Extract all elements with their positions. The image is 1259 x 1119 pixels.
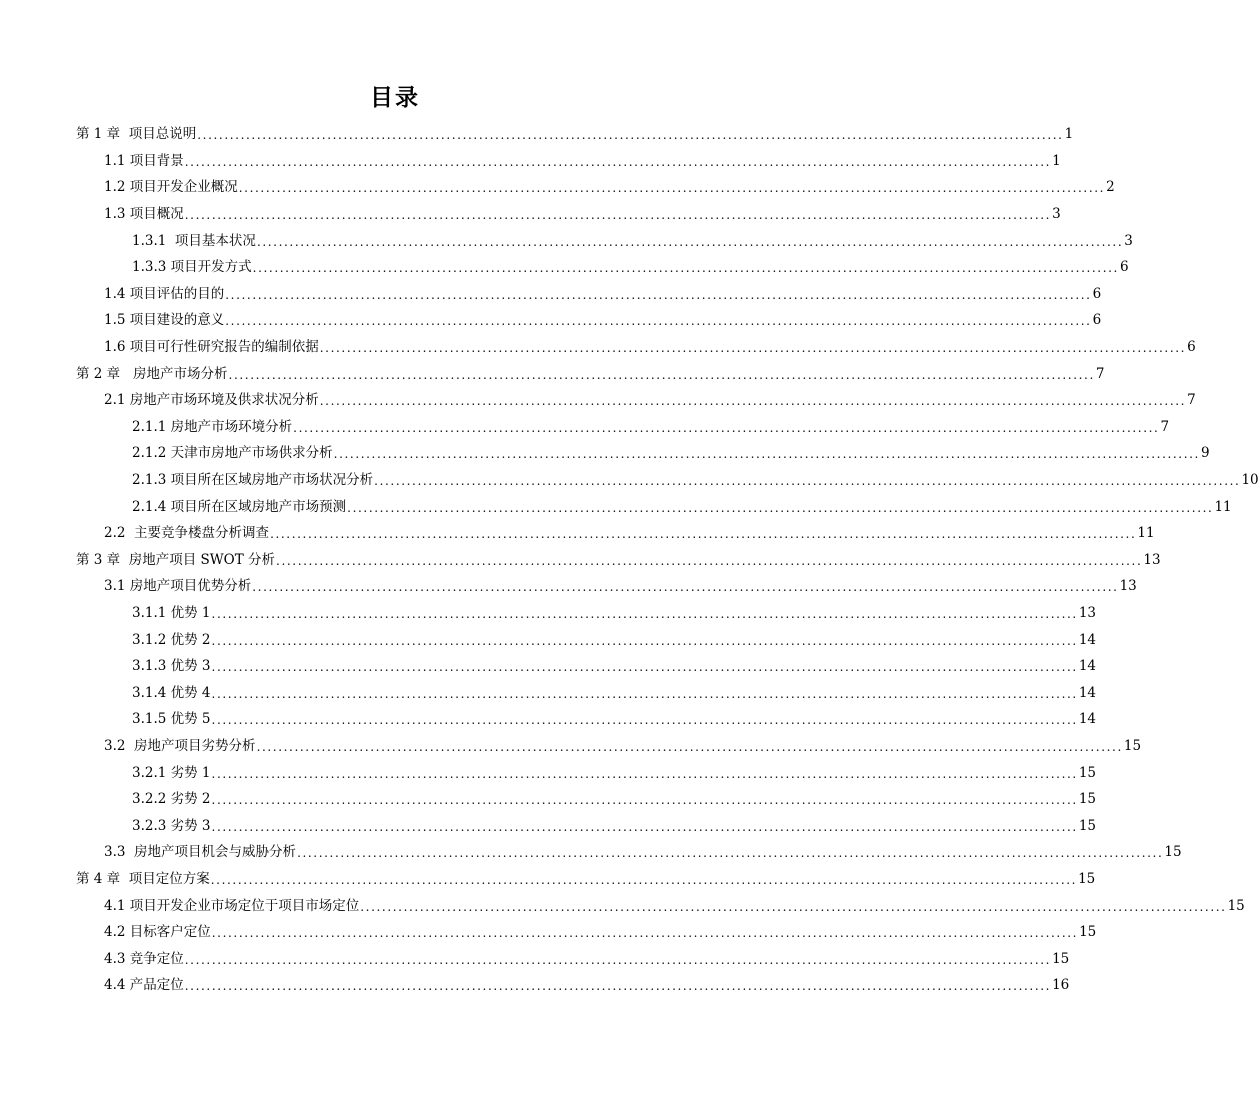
toc-entry-title: 3.2 房地产项目劣势分析 [104, 737, 256, 754]
toc-entry-page-number: 15 [1079, 924, 1097, 941]
toc-dot-leader: ................................................................................................................................................................ [211, 793, 1078, 808]
toc-entry-title: 4.4 产品定位 [104, 977, 184, 994]
toc-entry-title: 3.1.4 优势 4 [132, 684, 211, 701]
toc-entry[interactable] [76, 839, 1182, 866]
toc-entry[interactable] [76, 919, 1097, 946]
toc-entry[interactable] [76, 121, 1074, 148]
toc-dot-leader: ................................................................................................................................................................ [184, 208, 1052, 223]
toc-entry-title: 第 3 章 房地产项目 SWOT 分析 [76, 551, 276, 568]
toc-entry-title: 1.2 项目开发企业概况 [104, 179, 238, 196]
toc-dot-leader: ................................................................................................................................................................ [252, 261, 1119, 276]
toc-entry-title: 第 1 章 项目总说明 [76, 126, 197, 143]
toc-entry-page-number: 7 [1095, 365, 1105, 382]
toc-dot-leader: ................................................................................................................................................................ [210, 872, 1078, 887]
toc-dot-leader: ................................................................................................................................................................ [319, 341, 1187, 356]
toc-entry[interactable] [76, 653, 1097, 680]
toc-entry[interactable] [76, 174, 1115, 201]
toc-entry[interactable] [76, 360, 1105, 387]
toc-dot-leader: ................................................................................................................................................................ [238, 181, 1106, 196]
toc-dot-leader: ................................................................................................................................................................ [211, 686, 1078, 701]
toc-dot-leader: ................................................................................................................................................................ [319, 394, 1187, 409]
toc-dot-leader: ................................................................................................................................................................ [256, 739, 1123, 754]
toc-entry-title: 2.1.3 项目所在区域房地产市场状况分析 [132, 472, 374, 489]
toc-entry[interactable] [76, 600, 1097, 627]
toc-entry[interactable] [76, 387, 1196, 414]
toc-dot-leader: ................................................................................................................................................................ [184, 952, 1052, 967]
toc-entry[interactable] [76, 307, 1102, 334]
toc-entry-page-number: 15 [1164, 844, 1182, 861]
toc-entry-page-number: 6 [1187, 339, 1196, 356]
toc-entry[interactable] [76, 467, 1259, 494]
toc-entry-page-number: 14 [1078, 631, 1097, 648]
toc-dot-leader: ................................................................................................................................................................ [184, 154, 1052, 169]
toc-entry-page-number: 9 [1200, 445, 1210, 462]
toc-entry[interactable] [76, 440, 1210, 467]
toc-entry-title: 3.1.1 优势 1 [132, 604, 211, 621]
toc-entry-page-number: 16 [1052, 977, 1070, 994]
toc-entry-page-number: 6 [1092, 312, 1102, 329]
toc-entry[interactable] [76, 892, 1245, 919]
toc-dot-leader: ................................................................................................................................................................ [225, 314, 1092, 329]
toc-entry-page-number: 6 [1092, 285, 1102, 302]
toc-entry-page-number: 15 [1052, 950, 1070, 967]
toc-entry[interactable] [76, 706, 1097, 733]
toc-entry-title: 3.2.2 劣势 2 [132, 791, 211, 808]
toc-entry-page-number: 13 [1119, 578, 1137, 595]
toc-entry[interactable] [76, 866, 1096, 893]
toc-entry-title: 2.1.2 天津市房地产市场供求分析 [132, 445, 333, 462]
toc-entry-page-number: 14 [1078, 684, 1097, 701]
toc-entry-title: 1.1 项目背景 [104, 152, 184, 169]
toc-entry-page-number: 13 [1143, 551, 1161, 568]
toc-entry[interactable] [76, 148, 1061, 175]
toc-entry-page-number: 1 [1064, 126, 1074, 143]
toc-entry-title: 2.1 房地产市场环境及供求状况分析 [104, 392, 319, 409]
toc-dot-leader: ................................................................................................................................................................ [293, 420, 1160, 435]
toc-entry[interactable] [76, 759, 1097, 786]
toc-dot-leader: ................................................................................................................................................................ [184, 979, 1052, 994]
toc-entry[interactable] [76, 281, 1102, 308]
toc-entry-title: 1.3.1 项目基本状况 [132, 232, 256, 249]
toc-dot-leader: ................................................................................................................................................................ [211, 713, 1078, 728]
toc-dot-leader: ................................................................................................................................................................ [347, 500, 1214, 515]
toc-dot-leader: ................................................................................................................................................................ [270, 527, 1137, 542]
toc-dot-leader: ................................................................................................................................................................ [252, 580, 1119, 595]
toc-dot-leader: ................................................................................................................................................................ [360, 899, 1227, 914]
toc-dot-leader: ................................................................................................................................................................ [256, 234, 1124, 249]
toc-entry[interactable] [76, 573, 1137, 600]
toc-entry-page-number: 3 [1052, 206, 1061, 223]
toc-title: 目录 [370, 84, 420, 111]
toc-entry[interactable] [76, 626, 1097, 653]
toc-entry-page-number: 11 [1214, 498, 1232, 515]
toc-entry-title: 3.2.1 劣势 1 [132, 764, 211, 781]
toc-dot-leader: ................................................................................................................................................................ [211, 766, 1078, 781]
toc-entry[interactable] [76, 201, 1061, 228]
toc-entry[interactable] [76, 493, 1232, 520]
toc-entry-page-number: 7 [1160, 418, 1170, 435]
toc-entry-page-number: 15 [1078, 817, 1097, 834]
toc-entry-page-number: 14 [1078, 658, 1097, 675]
toc-entry-title: 2.2 主要竞争楼盘分析调查 [104, 525, 270, 542]
toc-entry[interactable] [76, 812, 1097, 839]
toc-entry-title: 2.1.1 房地产市场环境分析 [132, 418, 293, 435]
toc-entry[interactable] [76, 945, 1070, 972]
toc-dot-leader: ................................................................................................................................................................ [211, 660, 1078, 675]
toc-entry-title: 3.3 房地产项目机会与威胁分析 [104, 844, 297, 861]
toc-dot-leader: ................................................................................................................................................................ [211, 926, 1079, 941]
toc-entry-page-number: 13 [1078, 604, 1097, 621]
toc-entry[interactable] [76, 972, 1070, 999]
toc-entry-page-number: 11 [1137, 525, 1155, 542]
toc-entry[interactable] [76, 733, 1142, 760]
toc-entry-page-number: 10 [1241, 472, 1259, 489]
toc-dot-leader: ................................................................................................................................................................ [211, 606, 1078, 621]
toc-entry-title: 4.3 竞争定位 [104, 950, 184, 967]
toc-entry-title: 1.3.3 项目开发方式 [132, 259, 252, 276]
toc-entry-page-number: 7 [1187, 392, 1196, 409]
toc-dot-leader: ................................................................................................................................................................ [197, 128, 1064, 143]
toc-entry-title: 1.4 项目评估的目的 [104, 285, 225, 302]
toc-entry-page-number: 14 [1078, 711, 1097, 728]
toc-dot-leader: ................................................................................................................................................................ [297, 846, 1164, 861]
toc-entry-title: 2.1.4 项目所在区域房地产市场预测 [132, 498, 347, 515]
toc-entry[interactable] [76, 679, 1097, 706]
toc-dot-leader: ................................................................................................................................................................ [276, 553, 1143, 568]
toc-entry-page-number: 15 [1078, 791, 1097, 808]
toc-dot-leader: ................................................................................................................................................................ [228, 367, 1095, 382]
toc-entry[interactable] [76, 414, 1170, 441]
toc-entry[interactable] [76, 520, 1155, 547]
toc-entry-page-number: 6 [1119, 259, 1129, 276]
toc-entry-title: 3.1.5 优势 5 [132, 711, 211, 728]
toc-dot-leader: ................................................................................................................................................................ [211, 819, 1078, 834]
toc-entry-title: 3.1.2 优势 2 [132, 631, 211, 648]
toc-entry-title: 1.3 项目概况 [104, 206, 184, 223]
toc-entry[interactable] [76, 254, 1129, 281]
toc-entry-page-number: 15 [1227, 897, 1245, 914]
toc-entry-title: 3.1 房地产项目优势分析 [104, 578, 252, 595]
toc-entry[interactable] [76, 786, 1097, 813]
toc-dot-leader: ................................................................................................................................................................ [225, 287, 1092, 302]
toc-entry-title: 3.2.3 劣势 3 [132, 817, 211, 834]
toc-list [76, 121, 1259, 999]
toc-entry-title: 1.6 项目可行性研究报告的编制依据 [104, 339, 319, 356]
toc-dot-leader: ................................................................................................................................................................ [333, 447, 1200, 462]
toc-entry-page-number: 15 [1078, 870, 1096, 887]
toc-entry[interactable] [76, 334, 1196, 361]
toc-entry-title: 第 2 章 房地产市场分析 [76, 365, 228, 382]
toc-entry-page-number: 15 [1078, 764, 1097, 781]
toc-entry-page-number: 3 [1124, 232, 1133, 249]
toc-entry-title: 1.5 项目建设的意义 [104, 312, 225, 329]
toc-entry-title: 4.1 项目开发企业市场定位于项目市场定位 [104, 897, 360, 914]
toc-entry-title: 第 4 章 项目定位方案 [76, 870, 210, 887]
toc-entry-title: 4.2 目标客户定位 [104, 924, 211, 941]
toc-dot-leader: ................................................................................................................................................................ [374, 474, 1241, 489]
toc-dot-leader: ................................................................................................................................................................ [211, 633, 1078, 648]
toc-entry[interactable] [76, 547, 1161, 574]
toc-entry-page-number: 2 [1106, 179, 1115, 196]
toc-entry-page-number: 1 [1052, 152, 1061, 169]
toc-entry[interactable] [76, 227, 1133, 254]
toc-entry-title: 3.1.3 优势 3 [132, 658, 211, 675]
toc-entry-page-number: 15 [1123, 737, 1142, 754]
